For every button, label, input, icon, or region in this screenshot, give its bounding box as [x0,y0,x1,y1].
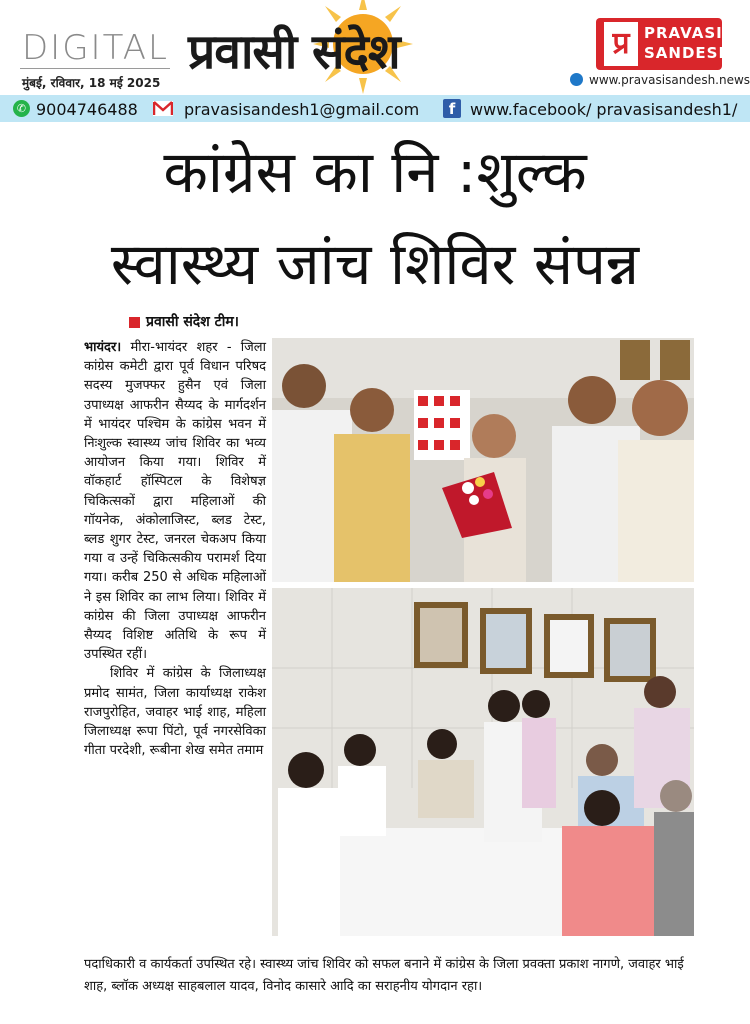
brand-logo-icon: प्र [604,22,638,66]
edition-rule [20,68,170,69]
website-url: www.pravasisandesh.news [589,73,750,87]
byline-marker [129,317,140,328]
event-photo-bouquet [272,338,694,582]
edition-label: DIGITAL [22,28,169,68]
dateline: भायंदर। [84,340,122,355]
edition-date: मुंबई, रविवार, 18 मई 2025 [22,76,161,90]
article-paragraph-1 [84,338,266,664]
article-paragraph-2: शिविर में कांग्रेस के जिलाध्यक्ष प्रमोद सामंत, जिला कार्याध्यक्ष राकेश राजपुरोहित, जवाहर भाई शाह, महिला जिलाध्यक्ष रूपा पिंटो, पूर्व नगरसेविका गीता परदेशी, रूबीना शेख समेत तमाम [84,666,266,759]
event-photo-health-camp [272,588,694,936]
paragraph-1-text: मीरा-भायंदर शहर - जिला कांग्रेस कमेटी द्वारा पूर्व विधान परिषद सदस्य मुजफ्फर हुसैन एवं जिला उपाध्यक्ष आफरीन सैय्यद के मार्गदर्शन में भायंदर पश्चिम के कांग्रेस भवन में निःशुल्क स्वास्थ्य जांच शिविर का भव्य आयोजन किया गया। शिविर में वॉकहार्ट हॉस्पिटल के विशेषज्ञ चिकित्सकों द्वारा महिलाओं की गॉयनेक, अंकोलाजिस्ट, ब्लड टेस्ट, ब्लड शुगर टेस्ट, जनरल चेकअप किया गया व उन्हें चिकित्सकीय परामर्श दिया गया। करीब 250 से अधिक महिलाओं ने इस शिविर का लाभ लिया। शिविर में कांग्रेस की जिला उपाध्यक्ष आफरीन सैय्यद विशिष्ट अतिथि के रूप में उपस्थित रहीं। [84,340,266,663]
globe-icon [570,73,583,86]
article-body [84,338,266,760]
brand-name-line2: SANDESH [644,44,733,62]
headline-line2: स्वास्थ्य जांच शिविर संपन्न [110,230,640,298]
website-link[interactable] [570,73,750,87]
brand-name-line1: PRAVASI [644,24,723,42]
email-address[interactable]: pravasisandesh1@gmail.com [184,100,420,119]
headline-line1: कांग्रेस का नि :शुल्क [163,138,587,206]
whatsapp-icon: ✆ [13,100,30,117]
gmail-icon [153,101,173,116]
facebook-link[interactable]: www.facebook/ pravasisandesh1/ [470,100,738,119]
phone-number[interactable]: 9004746488 [36,100,138,119]
wall-portrait [620,340,650,380]
article-tail: पदाधिकारी व कार्यकर्ता उपस्थित रहे। स्वास्थ्य जांच शिविर को सफल बनाने में कांग्रेस के जिला प्रवक्ता प्रकाश नागणे, जवाहर भाई शाह, ब्लॉक अध्यक्ष साहबलाल यादव, विनोद कासारे आदि का सराहनीय योगदान रहा। [84,957,684,994]
masthead-title: प्रवासी संदेश [188,24,400,80]
wall-portrait [660,340,690,380]
byline: प्रवासी संदेश टीम। [146,314,239,330]
facebook-icon: f [443,99,461,118]
